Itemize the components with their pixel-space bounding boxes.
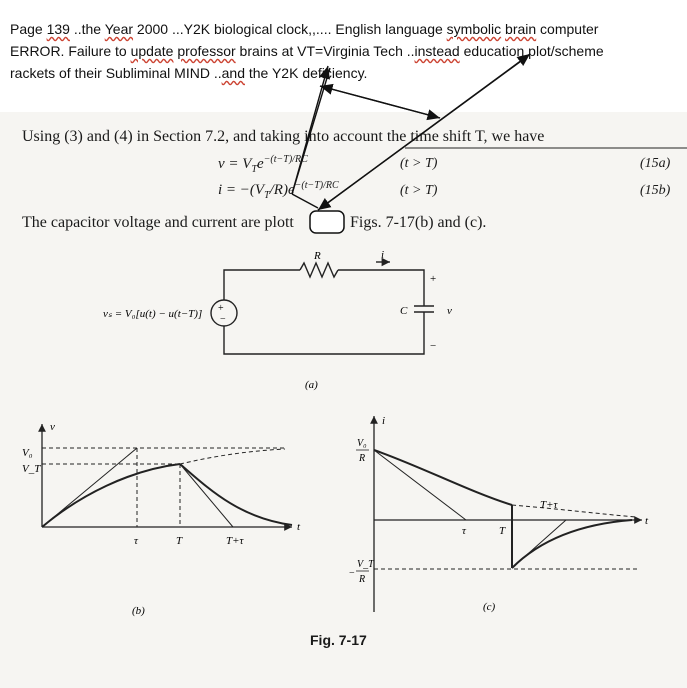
annotation-arrow xyxy=(292,194,318,208)
plot-c-discharge-current xyxy=(512,520,632,568)
eq-text: e xyxy=(257,156,264,172)
annotation-fragment: 2000 ...Y2K biological clock,,.... English language xyxy=(133,21,447,37)
plot-b-y-label: v xyxy=(50,421,55,433)
circuit-wire xyxy=(338,270,424,306)
plot-c-tangent xyxy=(512,520,566,568)
eq-sub: T xyxy=(251,164,258,175)
plot-c-tick-T: T xyxy=(499,525,506,537)
annotation-fragment: 139 xyxy=(46,21,70,37)
annotation-arrow xyxy=(320,86,440,118)
annotation-arrow xyxy=(292,66,328,194)
annotation-fragment: professor xyxy=(177,43,236,59)
resistor xyxy=(300,263,338,277)
plot-b-x-label: t xyxy=(297,521,301,533)
figure-caption: Fig. 7-17 xyxy=(310,632,367,648)
cap-minus: − xyxy=(430,340,437,352)
annotation-fragment: instead xyxy=(414,43,460,59)
annotation-fragment: brain xyxy=(505,21,537,37)
eq-exponent: −(t−T)/RC xyxy=(294,180,339,191)
source-plus: + xyxy=(218,303,224,314)
eq-condition-b: (t > T) xyxy=(400,183,438,198)
plot-c-tangent xyxy=(374,450,466,520)
annotation-fragment: symbolic xyxy=(446,21,502,37)
plot-c-top-den: R xyxy=(359,453,366,464)
plot-b-tangent xyxy=(42,448,137,527)
voltage-label: v xyxy=(447,305,452,317)
source-label: vₛ = V₀[u(t) − u(t−T)] xyxy=(103,308,203,320)
capacitor-label: C xyxy=(400,305,408,317)
eq-text: /R)e xyxy=(269,182,295,198)
resistor-label: R xyxy=(314,250,321,262)
plot-c-bot-sign: − xyxy=(349,568,355,579)
plot-b-continuation xyxy=(180,449,285,464)
plot-b-tangent xyxy=(180,464,233,527)
eq-number-a: (15a) xyxy=(640,156,671,171)
circuit-wire xyxy=(224,312,424,354)
annotation-fragment: and xyxy=(221,65,245,81)
annotation-fragment: the Y2K deficiency. xyxy=(244,65,368,81)
plot-c-tick-tau: τ xyxy=(462,525,466,537)
current-label: i xyxy=(381,249,385,261)
plot-c-continuation xyxy=(512,505,636,517)
annotation-arrow xyxy=(318,54,530,210)
plot-b-tick-T-tau: T+τ xyxy=(226,535,244,547)
annotation-fragment: education plot/scheme xyxy=(459,43,604,59)
plot-b-charging-curve xyxy=(42,464,180,527)
cap-plus: + xyxy=(430,273,437,285)
eq-number-b: (15b) xyxy=(640,183,671,198)
plot-c-y-label: i xyxy=(382,415,386,427)
plot-b-tick-T: T xyxy=(176,535,183,547)
annotation-fragment: rackets of their Subliminal MIND .. xyxy=(10,65,222,81)
paragraph-2-end: Figs. 7-17(b) and (c). xyxy=(350,214,487,231)
annotation-arrows xyxy=(292,54,530,210)
annotation-fragment: brains at VT=Virginia Tech .. xyxy=(235,43,415,59)
annotation-fragment: Page xyxy=(10,21,47,37)
source-minus: − xyxy=(220,314,226,325)
eq-sub: T xyxy=(264,190,270,201)
annotation-fragment: ERROR. Failure to xyxy=(10,43,131,59)
plot-c-bot-den: R xyxy=(359,574,366,585)
plot-b-tick-tau: τ xyxy=(134,535,138,547)
plot-c-charging-current xyxy=(374,450,512,505)
highlight-box xyxy=(310,211,344,233)
annotation-fragment: update xyxy=(130,43,174,59)
plot-c-caption: (c) xyxy=(483,601,496,613)
annotation-fragment: Year xyxy=(104,21,134,37)
plot-b xyxy=(42,424,292,527)
circuit-wire xyxy=(224,270,300,300)
plot-c xyxy=(374,416,642,612)
circuit-caption: (a) xyxy=(305,379,318,391)
plot-c-tick-T-tau: T+τ xyxy=(540,499,558,511)
paragraph-2-start: The capacitor voltage and current are plott xyxy=(22,214,294,231)
plot-c-bot-num: V_T xyxy=(357,559,374,570)
plot-c-top-num: V₀ xyxy=(357,438,367,449)
plot-b-caption: (b) xyxy=(132,605,145,617)
annotation-fragment: computer xyxy=(536,21,599,37)
annotation-fragment: ..the xyxy=(69,21,105,37)
plot-b-v0-label: V₀ xyxy=(22,447,33,459)
eq-text: i = −(V xyxy=(218,182,265,198)
eq-exponent: −(t−T)/RC xyxy=(263,154,308,165)
plot-b-discharge-curve xyxy=(180,464,292,525)
paragraph-1: Using (3) and (4) in Section 7.2, and taking into account the time shift T, we have xyxy=(22,128,545,145)
plot-b-vt-label: V_T xyxy=(22,463,41,475)
eq-condition-a: (t > T) xyxy=(400,156,438,171)
plot-c-x-label: t xyxy=(645,515,649,527)
eq-text: v = V xyxy=(218,156,252,172)
